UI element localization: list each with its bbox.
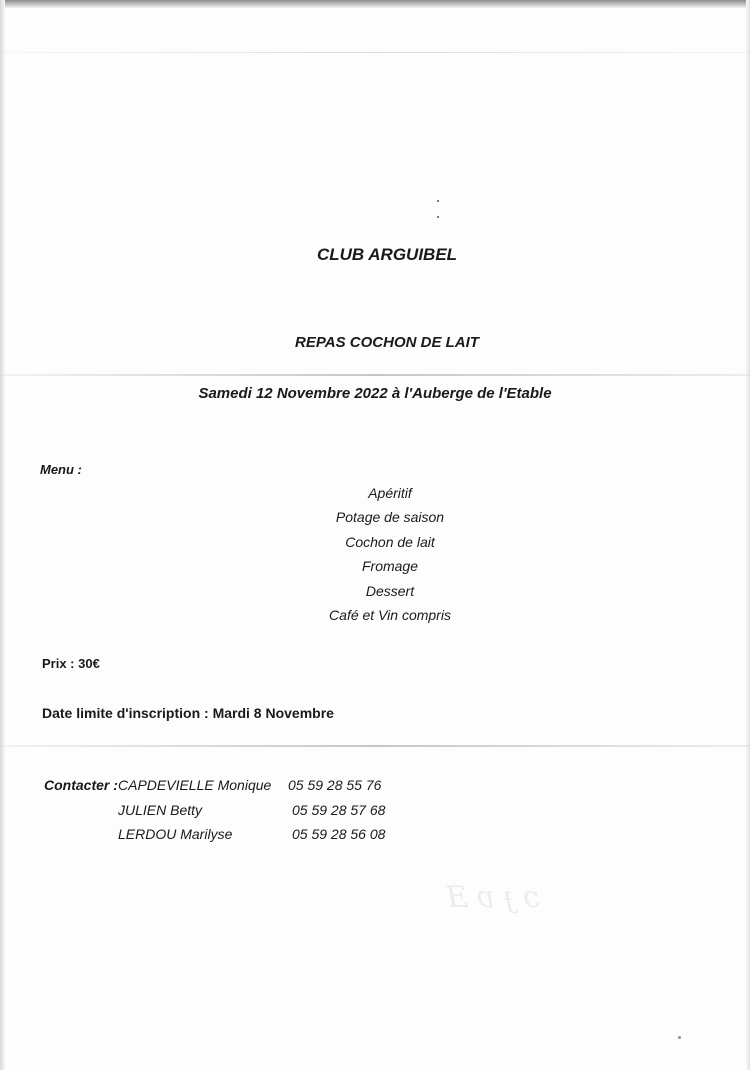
contact-phone: 05 59 28 56 08 <box>292 826 386 842</box>
scan-right-edge <box>746 0 750 1070</box>
scan-left-edge <box>0 0 5 1070</box>
menu-item: Dessert <box>365 582 415 599</box>
scan-top-edge <box>0 0 750 8</box>
document-subtitle: REPAS COCHON DE LAIT <box>295 334 479 351</box>
paper-fold-line <box>0 374 750 376</box>
paper-fold-line <box>0 52 750 53</box>
menu-list <box>290 484 490 630</box>
menu-item: Apéritif <box>368 485 412 501</box>
menu-item: Potage de saison <box>335 509 445 526</box>
contact-phone: 05 59 28 55 76 <box>288 777 382 793</box>
event-date-location: Samedi 12 Novembre 2022 à l'Auberge de l'Etable <box>198 385 552 402</box>
price-line: Prix : 30€ <box>42 656 100 671</box>
menu-item: Cochon de lait <box>345 533 435 550</box>
menu-item: Café et Vin compris <box>329 606 451 623</box>
menu-item: Fromage <box>361 558 419 575</box>
scan-speck <box>437 216 439 218</box>
contact-name: JULIEN Betty <box>118 801 203 818</box>
paper-fold-line <box>0 745 750 747</box>
scan-speck <box>678 1036 681 1039</box>
menu-label: Menu : <box>40 462 82 477</box>
scan-speck <box>437 200 439 202</box>
registration-deadline: Date limite d'inscription : Mardi 8 Novembre <box>42 705 334 721</box>
contact-label: Contacter : <box>44 777 118 793</box>
contact-phone: 05 59 28 57 68 <box>292 801 386 818</box>
contact-name: CAPDEVIELLE Monique <box>118 777 272 793</box>
contact-name: LERDOU Marilyse <box>118 826 233 842</box>
document-title: CLUB ARGUIBEL <box>316 245 458 264</box>
show-through-handwriting: ↄ ɟ ɐ Ǝ <box>445 880 540 915</box>
